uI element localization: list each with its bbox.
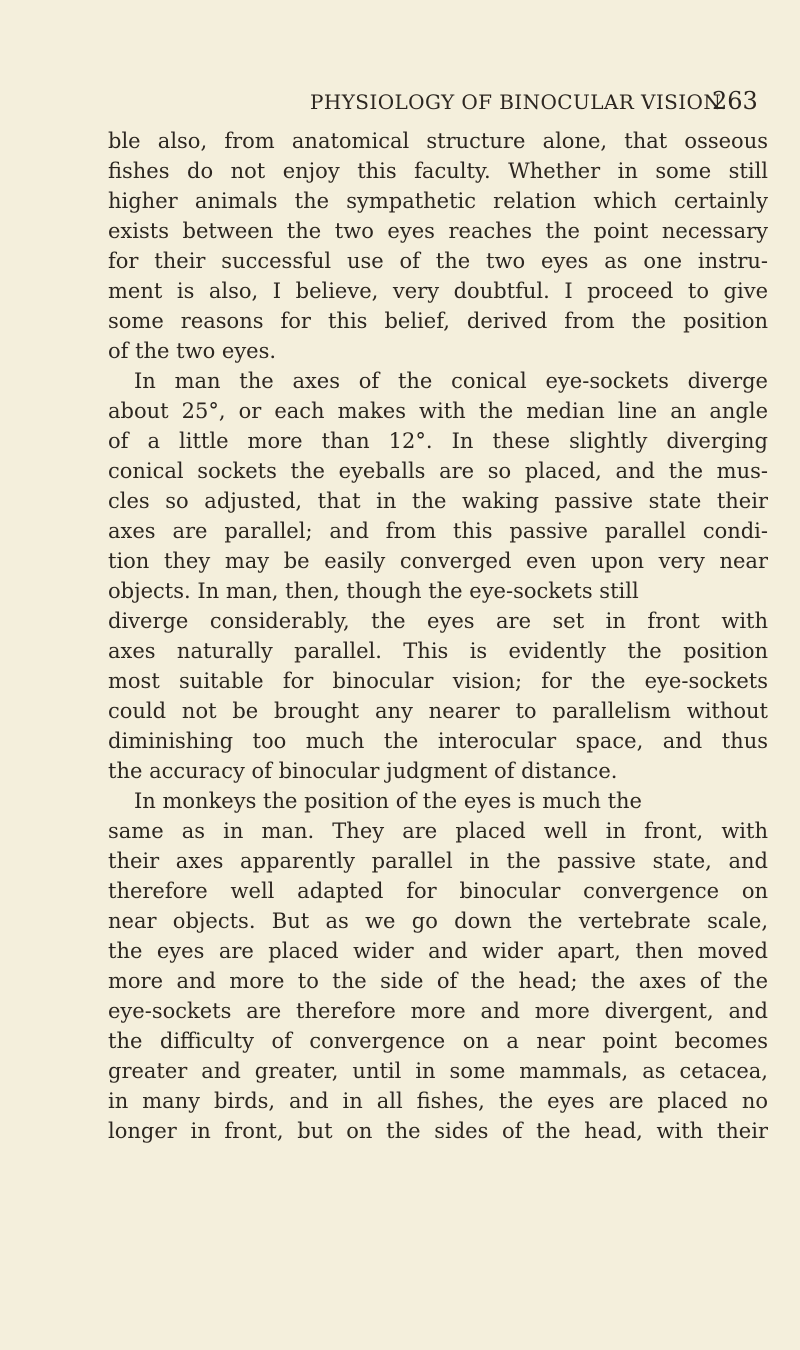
text-line: their axes apparently parallel in the passive state, and [108, 849, 768, 873]
text-line: for their successful use of the two eyes as one instru- [108, 249, 768, 273]
text-line: objects. In man, then, though the eye-sockets still [108, 579, 639, 603]
running-title: PHYSIOLOGY OF BINOCULAR VISION. [310, 90, 727, 114]
text-line: same as in man. They are placed well in front, with [108, 819, 768, 843]
text-line: of the two eyes. [108, 339, 277, 363]
text-line: fishes do not enjoy this faculty. Whether in some still [108, 159, 768, 183]
text-line: the accuracy of binocular judgment of distance. [108, 759, 618, 783]
text-line: most suitable for binocular vision; for the eye-sockets [108, 669, 768, 693]
text-line: of a little more than 12°. In these slightly diverging [108, 429, 768, 453]
text-line: diminishing too much the interocular space, and thus [108, 729, 768, 753]
paragraph-first-line: In man the axes of the conical eye-sockets diverge [134, 369, 768, 393]
text-line: the difficulty of convergence on a near point becomes [108, 1029, 768, 1053]
text-line: in many birds, and in all fishes, the eyes are placed no [108, 1089, 768, 1113]
text-line: therefore well adapted for binocular convergence on [108, 879, 768, 903]
text-line: cles so adjusted, that in the waking passive state their [108, 489, 768, 513]
text-line: longer in front, but on the sides of the head, with their [108, 1119, 768, 1143]
text-line: the eyes are placed wider and wider apart, then moved [108, 939, 768, 963]
text-line: about 25°, or each makes with the median line an angle [108, 399, 768, 423]
text-line: some reasons for this belief, derived from the position [108, 309, 768, 333]
text-line: greater and greater, until in some mammals, as cetacea, [108, 1059, 768, 1083]
text-line: axes are parallel; and from this passive parallel condi- [108, 519, 768, 543]
page-number: 263 [712, 87, 758, 115]
text-line: exists between the two eyes reaches the point necessary [108, 219, 768, 243]
text-line: ble also, from anatomical structure alone, that osseous [108, 129, 768, 153]
body-text [108, 126, 768, 1146]
text-line: more and more to the side of the head; the axes of the [108, 969, 768, 993]
paragraph-first-line: In monkeys the position of the eyes is much the [134, 789, 642, 813]
text-line: eye-sockets are therefore more and more divergent, and [108, 999, 768, 1023]
text-line: higher animals the sympathetic relation which certainly [108, 189, 768, 213]
text-line: near objects. But as we go down the vertebrate scale, [108, 909, 768, 933]
running-head [0, 78, 800, 118]
text-line: tion they may be easily converged even upon very near [108, 549, 768, 573]
text-line: could not be brought any nearer to parallelism without [108, 699, 768, 723]
text-line: ment is also, I believe, very doubtful. I proceed to give [108, 279, 768, 303]
text-line: axes naturally parallel. This is evidently the position [108, 639, 768, 663]
text-line: diverge considerably, the eyes are set in front with [108, 609, 768, 633]
text-line: conical sockets the eyeballs are so placed, and the mus- [108, 459, 768, 483]
